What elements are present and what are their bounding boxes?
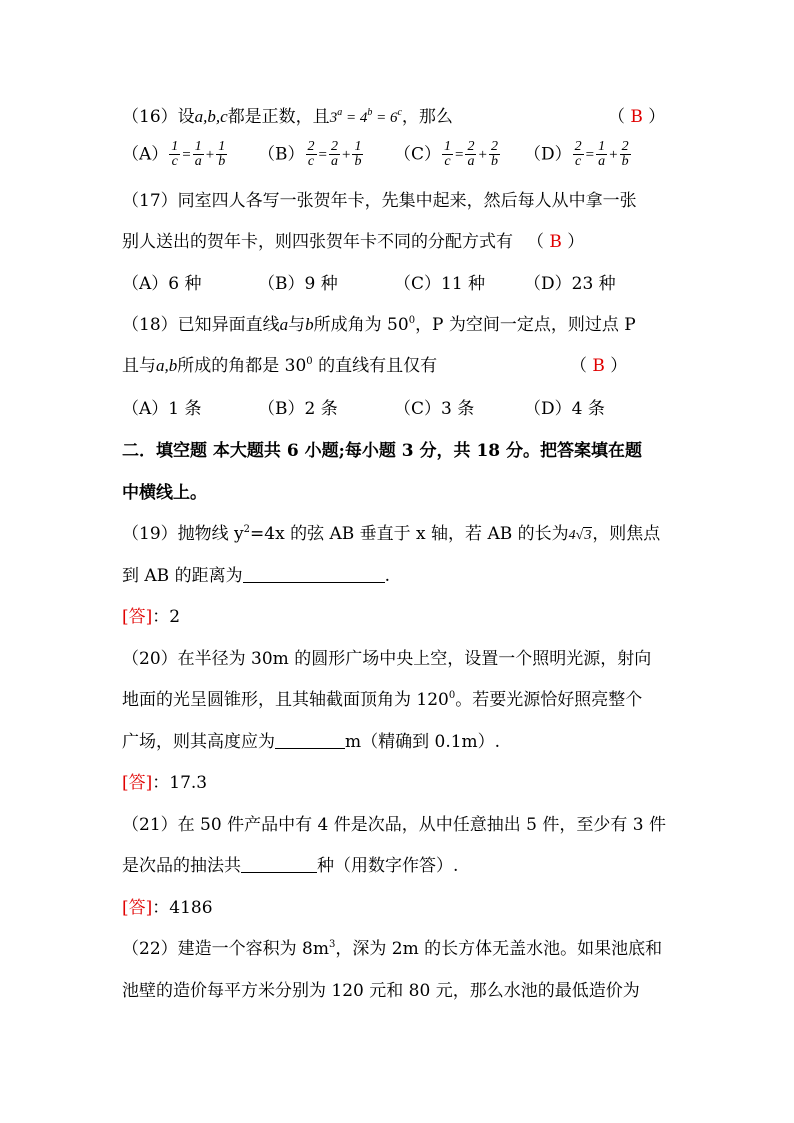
q16-stem: （16）设a,b,c都是正数，且$3^a = 4^b = 6^c$，那么	[122, 107, 453, 127]
q16-option-a: （A） $\frac{1}{c}$ = $\frac{1}{a}$ + $\frac{1}{b}$	[122, 139, 226, 169]
q19-sqrt: 4√3	[568, 528, 592, 543]
q18-line1: （18）已知异面直线a与b所成角为 $50^0$，P 为空间一定点，则过点 P	[122, 315, 636, 335]
q19-answer-blank[interactable]	[243, 566, 385, 583]
q16-option-b: （B） $\frac{2}{c}$ = $\frac{2}{a}$ + $\frac{1}{b}$	[258, 139, 362, 169]
q16-option-c: （C） $\frac{1}{c}$ = $\frac{2}{a}$ + $\frac{2}{b}$	[394, 139, 498, 169]
section-heading-line2: 中横线上。	[122, 483, 207, 503]
q17-option-a: （A）6 种	[122, 274, 202, 294]
q17-option-b: （B）9 种	[258, 274, 338, 294]
q18-line2: 且与a,b所成的角都是 $30^0$ 的直线有且仅有	[122, 356, 438, 376]
q17-answer: B	[549, 232, 562, 252]
q18-option-a: （A）1 条	[122, 399, 202, 419]
q19-answer: [答]：2	[122, 607, 181, 627]
q17-option-c: （C）11 种	[394, 274, 486, 294]
q20-line3: 广场，则其高度应为 m（精确到 0.1m）.	[122, 732, 501, 752]
q19-line1: （19）抛物线 $y^2=4x$ 的弦 AB 垂直于 x 轴，若 AB 的长为4√3，则焦点	[122, 524, 661, 544]
q22-line2: 池壁的造价每平方米分别为 120 元和 80 元，那么水池的最低造价为	[122, 981, 640, 1001]
q18-option-c: （C）3 条	[394, 399, 475, 419]
q18-option-b: （B）2 条	[258, 399, 338, 419]
q20-line2: 地面的光呈圆锥形，且其轴截面顶角为 $120^0$。若要光源恰好照亮整个	[122, 690, 643, 710]
q20-answer: [答]：17.3	[122, 773, 208, 793]
q19-line2: 到 AB 的距离为 .	[122, 566, 390, 586]
q21-line2: 是次品的抽法共 种（用数字作答）.	[122, 856, 459, 876]
q21-answer: [答]：4186	[122, 898, 213, 918]
section-heading-line1: 二．填空题 本大题共 6 小题;每小题 3 分，共 18 分。把答案填在题	[122, 441, 643, 461]
q18-answer: （ B ）	[570, 356, 628, 376]
q17-line1: （17）同室四人各写一张贺年卡，先集中起来，然后每人从中拿一张	[122, 191, 637, 211]
q22-line1: （22）建造一个容积为 $8m^3$，深为 2m 的长方体无盖水池。如果池底和	[122, 939, 663, 959]
q18-option-d: （D）4 条	[524, 399, 605, 419]
q21-answer-blank[interactable]	[241, 856, 317, 873]
q16-answer: （ B ）	[608, 107, 666, 127]
q17-option-d: （D）23 种	[524, 274, 616, 294]
q21-line1: （21）在 50 件产品中有 4 件是次品，从中任意抽出 5 件，至少有 3 件	[122, 815, 666, 835]
q20-answer-blank[interactable]	[275, 732, 345, 749]
q16-option-d: （D） $\frac{2}{c}$ = $\frac{1}{a}$ + $\frac{2}{b}$	[524, 139, 629, 169]
q17-line2: 别人送出的贺年卡，则四张贺年卡不同的分配方式有 （ B ）	[122, 232, 585, 252]
q20-line1: （20）在半径为 30m 的圆形广场中央上空，设置一个照明光源，射向	[122, 649, 652, 669]
